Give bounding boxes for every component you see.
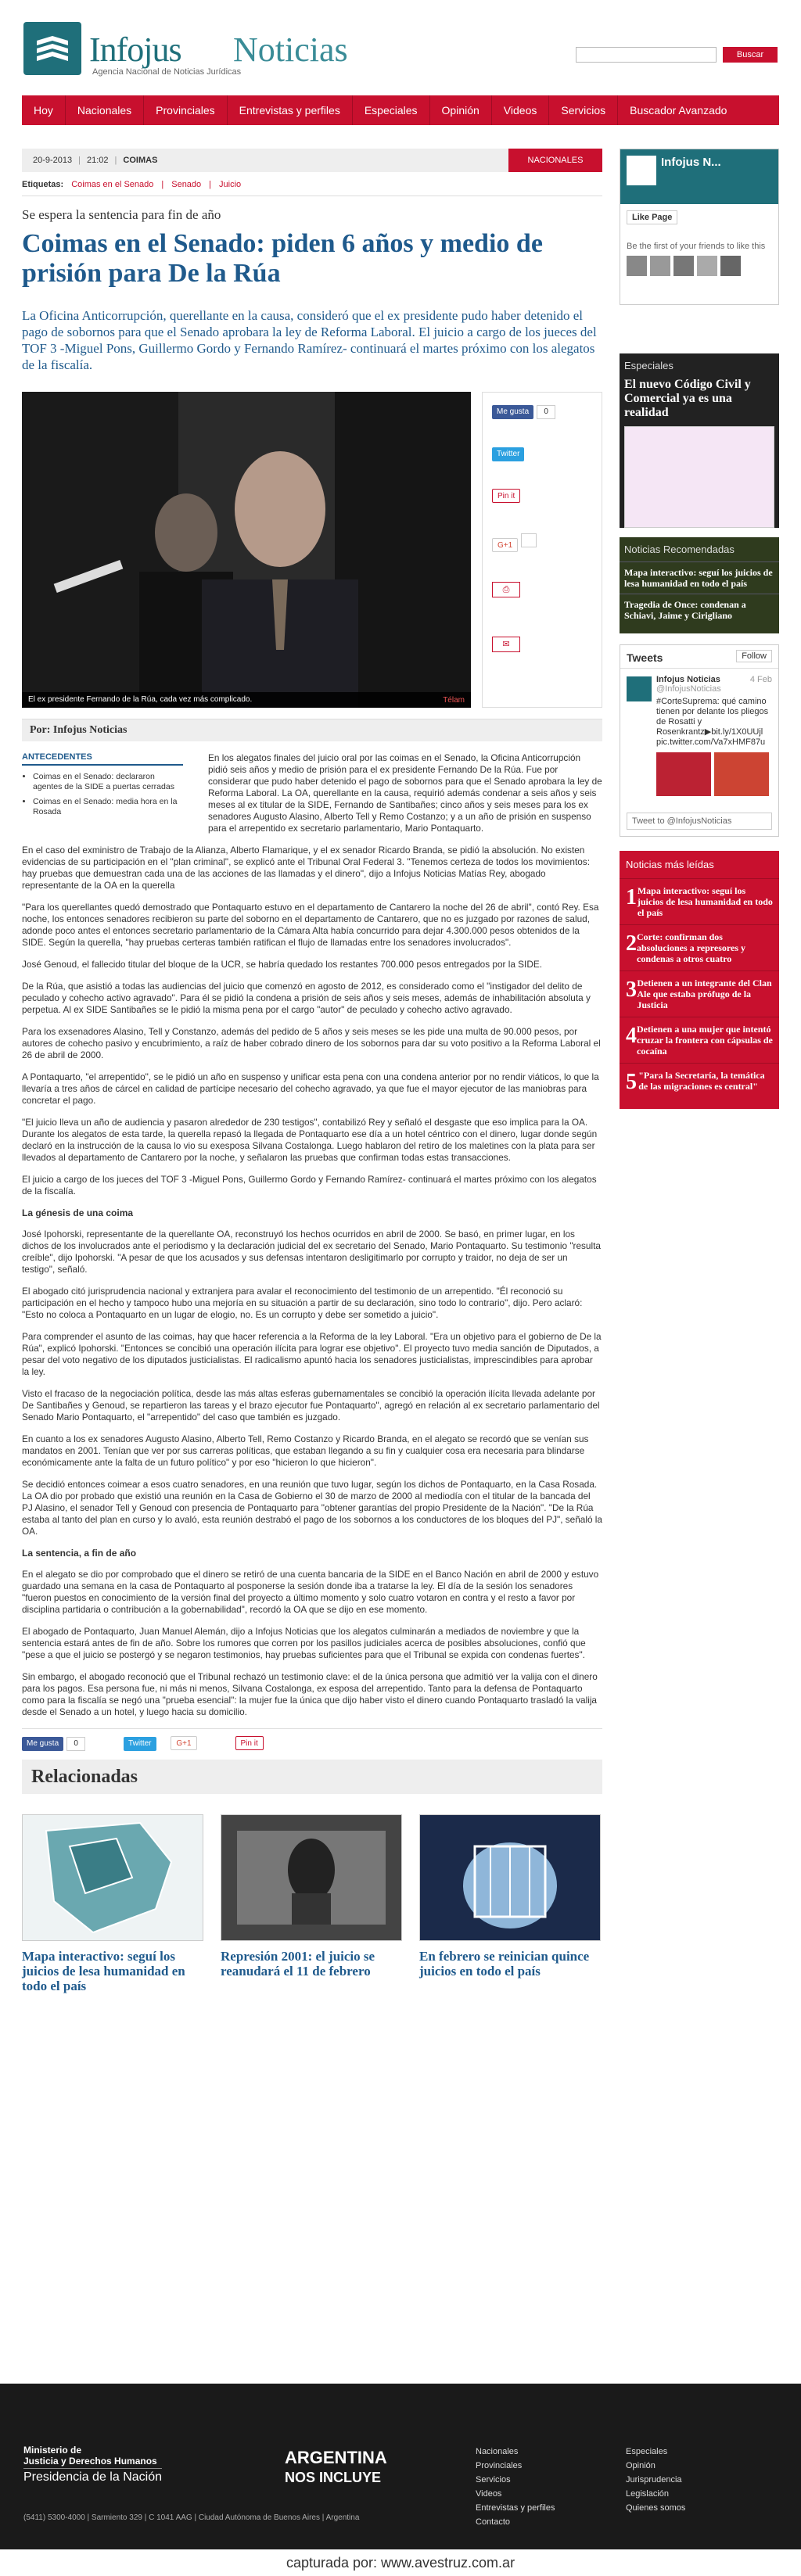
brand-tagline: Agencia Nacional de Noticias Jurídicas [92,67,242,77]
footer-link[interactable]: Quienes somos [626,2503,686,2513]
related-item[interactable] [419,1814,601,1979]
logo[interactable] [23,22,81,75]
tags-row: Etiquetas: Coimas en el Senado | Senado | Juicio [22,180,602,196]
paragraph: "Para los querellantes quedó demostrado que Pontaquarto estuvo en el departamento de Cantarero la noche del 26 de abril", contó Rey. Esa noche, los entonces senadores recibieron su parte del soborno en el departamento de Cantarero, que no es juzgado por razones de salud, adonde poco antes el entonces secretario parlamentario de la Cámara Alta había concurrido para dejar 4.300.000 pesos obtenidos de la SIDE. Según la querella, "hay pruebas certeras también ratifican el flujo de llamadas entre los senadores involucrados". [22,902,599,948]
paragraph: En los alegatos finales del juicio oral por las coimas en el Senado, la Oficina Anticorrupción pidió seis años y medio de prisión para el ex presidente Fernando De la Rúa. Fue por considerar que pudo haber detenido el pago de sobornos para que el Senado aprobara la ley de Reforma Laboral. La OA, querellante en la causa, requirió además condenar a seis años y seis meses al ex titular de la SIDE, Fernando de Santibañes; cinco años y seis meses para los ex senadores Augusto Alasino, Alberto Tell y Remo Costanzo; y a un año de prisión en suspenso para el arrepentido ex secretario parlamentario, Mario Pontaquarto. [208,752,602,834]
recomendadas-box [620,537,779,633]
mas-leida-item[interactable]: 4 Detienen a una mujer que intentó cruzar la frontera con cápsulas de cocaína [620,1017,779,1063]
related-thumbnail[interactable] [22,1814,203,1941]
mas-leida-item[interactable]: 1 Mapa interactivo: seguí los juicios de lesa humanidad en todo el país [620,878,779,924]
article-time: 21:02 [87,156,109,165]
nav-especiales[interactable]: Especiales [353,95,430,125]
footer-link[interactable]: Provinciales [476,2461,523,2470]
section-badge[interactable]: NACIONALES [508,149,602,172]
bottom-share-bar [22,1728,602,1749]
twitter-widget [620,644,779,837]
tweet-text: #CorteSuprema: qué camino tienen por delante los pliegos de Rosatti y Rosenkrantz▶bit.ly/1X0UUjl pic.twitter.com/Va7xHMF87u [656,697,769,747]
nav-provinciales[interactable]: Provinciales [144,95,227,125]
footer-link[interactable]: Opinión [626,2461,656,2470]
brand-name[interactable]: Infojus [89,30,181,69]
nav-opinion[interactable]: Opinión [430,95,492,125]
pinterest-button[interactable]: Pin it [235,1736,264,1750]
facebook-like-count: 0 [66,1737,85,1751]
tweet-user[interactable]: Infojus Noticias [656,675,720,684]
main-nav [22,95,779,125]
book-logo-icon [33,33,72,64]
nav-servicios[interactable]: Servicios [549,95,618,125]
especiales-title: Especiales [624,360,673,371]
footer-link[interactable]: Legislación [626,2489,670,2499]
article-body [22,752,602,1718]
footer-address: (5411) 5300-4000 | Sarmiento 329 | C 1041 AAG | Ciudad Autónoma de Buenos Aires | Argentina [23,2513,360,2522]
mas-leida-link[interactable]: "Para la Secretaría, la temática de las migraciones es central" [638,1070,765,1092]
paragraph: En cuanto a los ex senadores Augusto Alasino, Alberto Tell, Remo Costanzo y Ricardo Branda, en el alegato se recordó que se venían sus mandatos en 2001. Tenían que ver por sus carreras políticas, que estaban llegando a su fin y cualquier cosa era necesaria para blindarse económicamente ante la falta de un futuro político" y por eso "hicieron lo que hicieron". [22,1433,589,1468]
mas-leidas-box [620,851,779,1109]
nav-entrevistas[interactable]: Entrevistas y perfiles [228,95,353,125]
tag-link[interactable]: Juicio [219,180,242,189]
search-input[interactable] [576,47,717,63]
twitter-share-button[interactable]: Twitter [492,447,524,461]
footer-argentina: ARGENTINA [285,2448,387,2467]
tweet-date[interactable]: 4 Feb [749,675,772,684]
paragraph: Sin embargo, el abogado reconoció que el Tribunal rechazó un testimonio clave: el de la única persona que admitió ver la valija con el dinero para los pagos. Esa persona fue, ni más ni menos, Silvana Costalonga, ex esposa del arrepentido. Tanto para la defensa de Pontaquarto como para la fiscalía se negó una "prueba esencial": la mujer fue la única que dijo haber visto el dinero cuando Pontaquarto trasladó la valija desde el Senado a un hotel, y luego hacia su domicilio. [22,1671,598,1717]
antecedente-link[interactable]: Coimas en el Senado: declararon agentes de la SIDE a puertas cerradas [33,772,174,791]
article-byline: Por: Infojus Noticias [22,719,602,741]
mas-leida-link[interactable]: Corte: confirman dos absoluciones a represores y condenas a otros cuatro [637,931,746,964]
nav-buscador[interactable]: Buscador Avanzado [630,104,727,117]
google-plus-button[interactable]: G+1 [171,1736,196,1750]
article-meta: 20-9-2013 | 21:02 | COIMAS NACIONALES [22,149,602,172]
paragraph: Para los exsenadores Alasino, Tell y Constanzo, además del pedido de 5 años y seis meses se les pide una multa de 90.000 pesos, por autores de cohecho pasivo y encubrimiento, a raíz de haber cobrado dinero de los sobornos para dar su voto positivo a la Reforma Laboral el 26 de abril de 2000. [22,1026,601,1060]
footer-link[interactable]: Contacto [476,2517,511,2527]
paragraph: Para comprender el asunto de las coimas, hay que hacer referencia a la Reforma de la ley Laboral. "Era un objetivo para el gobierno de De la Rúa", explicó Ipohorski. "Entonces se concibió una operación ilícita para lograr ese objetivo". El proyecto tuvo media sanción de Diputados, a pesar del voto negativo de los diputados justicialistas. El radicalismo apuntó hacia los senadores justicialistas, imprescindibles para aprobar la ley. [22,1331,602,1377]
paragraph: El abogado citó jurisprudencia nacional y extranjera para avalar el reconocimiento del testimonio de un arrepentido. "Él reconoció su participación en el hecho y tampoco hubo una mejoría en su situación a partir de su declaración, sino todo lo contrario", dijo. Pero aclaró: "Esto no coloca a Pontaquarto en un lugar de elogio, no. Es un corrupto y debe ser sometido a juicio". [22,1286,583,1320]
mas-leida-item[interactable]: 3 Detienen a un integrante del Clan Ale que estaba prófugo de la Justicia [620,970,779,1017]
google-plus-count [521,533,537,547]
twitter-follow-button[interactable]: Follow [736,650,772,662]
footer-link[interactable]: Nacionales [476,2447,519,2456]
facebook-like-page-button[interactable]: Like Page [627,210,677,224]
footer-presidency[interactable]: Presidencia de la Nación [23,2468,162,2485]
facebook-first-text: Be the first of your friends to like this [627,242,766,251]
article-column [22,149,602,2004]
footer-argentina-sub: NOS INCLUYE [285,2470,382,2485]
article-lead: La Oficina Anticorrupción, querellante en la causa, consideró que el ex presidente pudo haber detenido el pago de sobornos para que el Senado aprobara la ley de Reforma Laboral. El juicio a cargo de los jueces del TOF 3 -Miguel Pons, Guillermo Gordo y Fernando Ramírez- continuará el martes próximo con los alegatos de la fiscalía. [22,308,597,372]
photo-image [22,392,471,708]
paragraph: A Pontaquarto, "el arrepentido", se le pidió un año en suspenso y unificar esta pena con una condena anterior por no rendir viáticos, lo que la llevaría a tres años de cárcel en calidad de partícipe necesario del cohecho agravado, ya que fue el mayor ejecutor de las maniobras para concretar el pago. [22,1071,599,1106]
related-title: Relacionadas [22,1760,602,1794]
related-item[interactable] [221,1814,402,1979]
email-icon[interactable]: ✉ [492,637,520,652]
related-title-link[interactable]: Represión 2001: el juicio se reanudará el 11 de febrero [221,1949,375,1979]
antecedente-link[interactable]: Coimas en el Senado: media hora en la Rosada [33,797,178,816]
related-title-link[interactable]: En febrero se reinician quince juicios en todo el país [419,1949,590,1979]
mas-leida-link[interactable]: Mapa interactivo: seguí los juicios de lesa humanidad en todo el país [637,885,773,918]
mas-leida-link[interactable]: Detienen a una mujer que intentó cruzar la frontera con cápsulas de cocaína [637,1024,773,1057]
recomendada-link[interactable]: Tragedia de Once: condenan a Schiavi, Jaime y Cirigliano [620,594,779,626]
footer-link[interactable]: Jurisprudencia [626,2475,682,2485]
subheading: La sentencia, a fin de año [22,1548,137,1559]
paragraph: En el caso del exministro de Trabajo de la Alianza, Alberto Flamarique, y el ex senador Ricardo Branda, se pidió la absolución. No existen evidencias de su participación en el "plan criminal", se explicó ante el Tribunal Oral Federal 3. "Tenemos certeza de todos los movimientos: hay pruebas que demuestran cada una de las acciones de las llamadas y el dinero", dijo a Infojus Noticias Matías Rey, abogado representante de la OA en la querella [22,845,590,891]
paragraph: El abogado de Pontaquarto, Juan Manuel Alemán, dijo a Infojus Noticias que los alegatos culminarán a mediados de noviembre y que la sentencia estará antes de fin de año. Sobre los rumores que corren por los pasillos judiciales acerca de posibles absoluciones, confió que "pese a que el juicio se postergó y se negaron testimonios, hay pruebas suficientes para que el Tribunal se expida con condenas fuertes". [22,1626,586,1660]
especiales-item[interactable]: El nuevo Código Civil y Comercial ya es una realidad [624,378,751,419]
tweets-title: Tweets [627,651,663,664]
footer-link[interactable]: Especiales [626,2447,668,2456]
tweet-handle[interactable]: @InfojusNoticias [656,684,721,694]
paragraph: Visto el fracaso de la negociación política, desde las más altas esferas gubernamentales se concibió la operación ilícita llevada adelante por De Santibañes y Genoud, se repartieron las tareas y el brazo ejecutor fue Pontaquarto", agregó en relación al ex secretario parlamentario del Senado Mario Pontaquarto, el "arrepentido" del caso que también es juzgado. [22,1388,600,1423]
related-grid [22,1814,602,2004]
facebook-like-count: 0 [537,405,555,419]
mas-leida-item[interactable]: 5 "Para la Secretaría, la temática de las migraciones es central" [620,1063,779,1101]
related-thumbnail[interactable] [221,1814,402,1941]
photo-caption: El ex presidente Fernando de la Rúa, cada vez más complicado. [22,692,471,708]
paragraph: Se decidió entonces coimear a esos cuatro senadores, en una reunión que tuvo lugar, según los dichos de Pontaquarto, en la Casa Rosada. La OA dio por probado que existió una reunión en la Casa de Gobierno el 30 de marzo de 2000 al mediodía con el titular de la bancada del PJ Alasino, el senador Tell y Genoud con presencia de Pontaquarto para "obtener garantías del propio Presidente de la Nación". "De la Rúa estaba al tanto del plan en curso y lo avaló, esta reunión destrabó el pago de los sobornos a los conductores de los bloques del PJ", señaló la OA. [22,1479,602,1537]
mas-leidas-title: Noticias más leídas [626,859,714,870]
footer-link[interactable]: Servicios [476,2475,511,2485]
paragraph: José Ipohorski, representante de la querellante OA, reconstruyó los hechos ocurridos en abril de 2000. Se basó, en primer lugar, en los dichos de los involucrados ante el periodismo y la declaración judicial del ex secretario del Senado, Mario Pontaquarto. Su testimonio "resulta creíble", dijo Ipohorski. "A pesar de que los acusados y sus defensas intentaron desligitimarlo por corrupto y traidor, no deja de ser un testigo", señaló. [22,1229,601,1275]
related-title-link[interactable]: Mapa interactivo: seguí los juicios de lesa humanidad en todo el país [22,1949,185,1993]
footer-ministry[interactable]: Justicia y Derechos Humanos [23,2456,157,2467]
site-header [0,0,801,92]
search-button[interactable]: Buscar [723,47,778,63]
tag-link[interactable]: Coimas en el Senado [71,180,154,189]
footer-ministry[interactable]: Ministerio de [23,2445,82,2456]
site-footer [0,2384,801,2576]
facebook-like-button[interactable]: Me gusta [22,1737,63,1751]
facebook-like-button[interactable]: Me gusta [492,405,533,419]
nav-videos[interactable]: Videos [492,95,550,125]
tag-link[interactable]: Senado [171,180,202,189]
antecedentes-title: ANTECEDENTES [22,752,183,766]
antecedentes-box [22,752,183,822]
paragraph: De la Rúa, que asistió a todas las audiencias del juicio que comenzó en agosto de 2012, es considerado como el "instigador del delito de peculado y cohecho activo agravado". Para él se pidió la condena a prisión de seis años y seis meses, además de inhabilitación absoluta y perpetua. Al ex SIDE Santibañes se le pidió la misma pena por el cargo "autor" de peculado y cohecho activo agravado. [22,981,591,1015]
nav-hoy[interactable]: Hoy [22,95,66,125]
print-icon[interactable]: ⎙ [492,582,520,597]
share-column [482,392,602,708]
article-headline: Coimas en el Senado: piden 6 años y medio de prisión para De la Rúa [22,229,543,288]
photo-credit: Télam [443,696,465,705]
footer-link[interactable]: Entrevistas y perfiles [476,2503,555,2513]
nav-nacionales[interactable]: Nacionales [66,95,144,125]
recomendada-link[interactable]: Mapa interactivo: seguí los juicios de lesa humanidad en todo el país [620,561,779,594]
sidebar [620,149,779,1109]
google-plus-button[interactable]: G+1 [492,538,518,552]
capture-credit: capturada por: www.avestruz.com.ar [0,2549,801,2576]
mas-leida-link[interactable]: Detienen a un integrante del Clan Ale que estaba prófugo de la Justicia [637,978,772,1010]
footer-link[interactable]: Videos [476,2489,502,2499]
brand-name-secondary[interactable]: Noticias [233,30,348,69]
mas-leida-item[interactable]: 2 Corte: confirman dos absoluciones a represores y condenas a otros cuatro [620,924,779,970]
tweet-to-input[interactable]: Tweet to @InfojusNoticias [627,813,772,830]
facebook-page-name[interactable]: Infojus N... [661,156,721,169]
facebook-page-box [620,149,779,305]
pinterest-button[interactable]: Pin it [492,489,520,503]
article-photo[interactable] [22,392,471,708]
paragraph: El juicio a cargo de los jueces del TOF 3 -Miguel Pons, Guillermo Gordo y Fernando Ramírez- continuará el martes próximo con los alegatos de la fiscalía. [22,1174,597,1197]
tags-label: Etiquetas: [22,180,64,189]
article-section[interactable]: COIMAS [123,156,158,165]
article-date: 20-9-2013 [33,156,73,165]
especiales-image[interactable] [624,426,774,528]
twitter-share-button[interactable]: Twitter [124,1737,156,1751]
related-item[interactable] [22,1814,203,1993]
article-kicker: Se espera la sentencia para fin de año [22,207,221,222]
paragraph: José Genoud, el fallecido titular del bloque de la UCR, se habría quedado los restantes 700.000 pesos entregados por la SIDE. [22,959,542,970]
subheading: La génesis de una coima [22,1207,134,1218]
paragraph: "El juicio lleva un año de audiencia y pasaron alrededor de 230 testigos", contabilizó Rey y señaló el desgaste que eso implica para la OA. Durante los alegatos de esta tarde, la querella repasó la llegada de Pontaquarto ese día a un hotel céntrico con el dinero, lugar donde según declaró en la instrucción de la causa lo vio su exesposa Silvana Costalonga. Luego hablaron del retiro de los maletines con la plata para ser llevados al departamento de Cantarero por la noche, y señalaron las pruebas que confirman todas estas transacciones. [22,1117,598,1163]
paragraph: En el alegato se dio por comprobado que el dinero se retiró de una cuenta bancaria de la SIDE en el Banco Nación en abril de 2000 y estuvo guardado una semana en la casa de Pontaquarto al posponerse la sesión donde iba a tratarse la ley. El día de la sesión los senadores "fueron puestos en conocimiento de la versión final del proyecto a último momento y solo cuatro votaron en contra y el resto a favor por disciplina partidaria o contribución a la gobernabilidad", recordó la OA que se dijo en ese momento. [22,1569,599,1615]
especiales-box[interactable] [620,353,779,528]
media-row [22,392,602,708]
facebook-cover[interactable] [620,149,778,204]
recomendadas-title: Noticias Recomendadas [624,544,735,555]
tweet-avatar[interactable] [627,676,652,701]
related-thumbnail[interactable] [419,1814,601,1941]
